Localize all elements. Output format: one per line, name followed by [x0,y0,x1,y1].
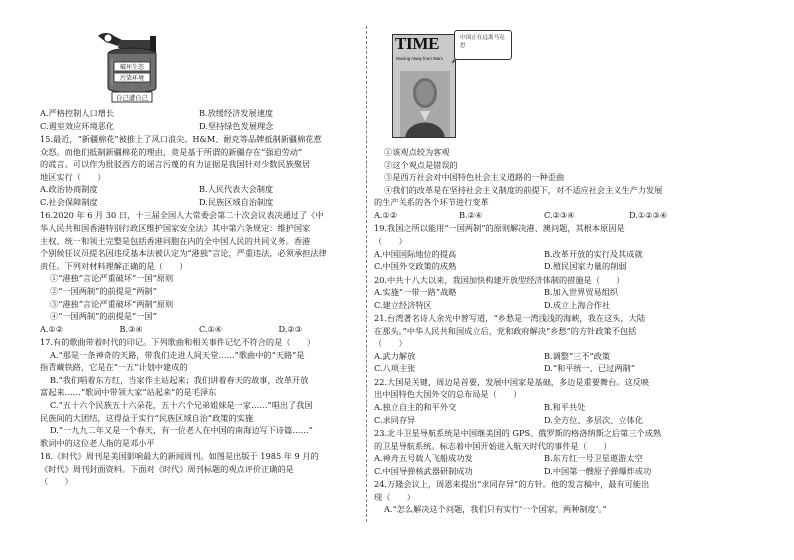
q19-option-a[interactable]: A.中国国际地位的提高 [374,248,457,259]
time-magazine-cover [392,34,456,138]
q18-options-row [374,209,714,222]
q20-option-c[interactable]: C.建立经济特区 [374,299,432,310]
q15-option-d[interactable]: D.民族区域自治制度 [199,196,274,207]
left-column [40,30,358,488]
q22-option-c[interactable]: C.求同存异 [374,414,416,425]
q20-options-row-1 [374,286,714,299]
poster-line-1: 破坏生态 [119,64,145,71]
q22-options-row-2 [374,414,714,427]
environment-poster-illustration [92,30,168,104]
q19-stem-line: 19.我国之所以能用“一国两制”的原则解决港、澳问题，其根本原因是 [374,223,625,234]
q22-option-b[interactable]: B.和平共处 [544,402,586,413]
q18-stem-line: 18.《时代》周刊是美国影响最大的新闻周刊。如图是出版于 1985 年 9 月的 [40,451,319,462]
q22-stem-line: 22.大国是关键，周边是首要，发展中国家是基础，多边是重要舞台。这反映 [374,376,650,387]
q20-option-d[interactable]: D.成立上海合作社 [544,299,611,310]
q20-stem-line: 20.中共十八大以来，我国加快构建开放型经济体制的措施是（ ） [374,274,625,285]
q21-option-b[interactable]: B.调整“三不”政策 [544,350,611,361]
q23-option-d[interactable]: D.中国第一艘原子弹爆炸成功 [544,465,652,476]
magazine-subtitle: Moving Away from Marx [396,56,443,61]
q16-stem-line: 主权、统一和领土完整是包括香港同胞在内的全中国人民的共同义务。香港 [40,235,311,246]
q22-options-row-1 [374,401,714,414]
question-17 [40,336,358,449]
q18-option-d[interactable]: D.①②③④ [629,209,668,220]
q18-item-4: ④我们的改革是在坚持社会主义制度的前提下，对不适应社会主义生产力发展 [384,184,663,195]
q15-stem-line: 的谎言。可以作为批驳西方的谣言污蔑的有力证据是我国针对少数民族聚居 [40,159,311,170]
q16-item-4: ④“一国两制”的前提是“一国” [50,311,157,322]
q18-option-a[interactable]: A.①② [374,209,398,220]
q21-stem-line: 在那头。”中华人民共和国成立后，党和政府解决“乡愁”的方针政策不包括 [374,325,637,336]
question-15 [40,133,358,209]
q21-options-row-2 [374,362,714,375]
q17-option-c-line: 民族间的大团结，这得益于实行“民族区域自治”政策的实施 [40,412,254,423]
q14-option-b[interactable]: B.放缓经济发展速度 [199,108,274,118]
q19-option-d[interactable]: D.殖民国家力量的削弱 [544,261,627,272]
q16-option-a[interactable]: A.①② [40,323,64,334]
q16-stem-line: 华人民共和国香港特别行政区维护国家安全法》其中第六条规定：维护国家 [40,222,311,233]
q16-stem-line: 16.2020 年 6 月 30 日，十三届全国人大常委会第二十次会议表决通过了《中 [40,210,324,221]
q22-option-a[interactable]: A.独立自主的和平外交 [374,402,457,413]
environment-poster-figure [40,30,358,107]
q18-item-3: ③是西方社会对中国特色社会主义道路的一种歪曲 [384,172,565,183]
q23-option-c[interactable]: C.中国导弹核武器研制成功 [374,465,473,476]
q15-options-row-1 [40,183,358,196]
q15-stem-line: 地区实行（ ） [40,171,106,182]
q18-item-2: ②这个观点是错误的 [384,159,458,170]
poster-caption: 自己遭自己 [116,94,148,102]
q15-options-row-2 [40,196,358,209]
q18-item-1: ①该观点较为客观 [384,147,450,157]
magazine-masthead: TIME [395,34,440,53]
q18-item-4-cont: 的生产关系的各个环节进行变革 [374,197,489,208]
q22-stem-line: 出中国特色大国外交的总布局是（ ） [374,389,522,400]
column-divider [366,26,367,522]
q14-options-row-1 [40,107,358,120]
q20-option-b[interactable]: B.加入世界贸易组织 [544,287,619,298]
speech-bubble: 中国正在远离马克思 [454,30,512,60]
q24-stem-line: 现（ ） [374,491,415,502]
q17-option-b-line[interactable]: B.“我们唱着东方红，当家作主站起来；我们讲着春天的故事，改革开放 [50,374,309,385]
question-24 [374,478,714,516]
q21-stem-line: （ ） [374,338,407,349]
q18-option-c[interactable]: C.②③④ [544,209,575,220]
q16-options-row [40,323,358,336]
q18-items [374,146,714,222]
q18-stem-line: （ ） [40,476,73,487]
q23-stem-line: 23.北斗卫星导航系统是中国继美国的 GPS、俄罗斯的格洛纳斯之后第三个成熟 [374,428,662,439]
q19-options-row-2 [374,260,714,273]
q17-stem-line: 17.有的歌曲带着时代的印记。下列歌曲和相关事件记忆不符合的是（ ） [40,337,316,348]
q23-option-b[interactable]: B.东方红一号卫星遨游太空 [544,453,643,464]
time-magazine-figure [374,30,714,146]
q17-option-c-line[interactable]: C.“五十六个民族五十六朵花，五十六个兄弟姐妹是一家……”唱出了我国 [50,400,313,411]
q23-option-a[interactable]: A.神舟五号载人飞船成功发 [374,453,473,464]
q17-option-d-line[interactable]: D.“一九九二年又是一个春天，有一位老人在中国的南海边写下诗篇……” [50,425,313,436]
q17-option-a-line[interactable]: A.“那是一条神奇的天路，带我们走进人间天堂……”歌曲中的“天路”是 [50,349,305,360]
q19-options-row-1 [374,248,714,261]
q21-option-a[interactable]: A.武力解放 [374,350,416,361]
q16-item-3: ③“港独”言论严重破坏“两制”原则 [50,298,174,309]
q16-stem-line: 责任。下列对材料理解正确的是（ ） [40,260,188,271]
question-16 [40,209,358,335]
q16-option-c[interactable]: C.①④ [199,323,223,334]
q23-options-row-2 [374,465,714,478]
q18-option-b[interactable]: B.②④ [459,209,483,220]
q21-options-row-1 [374,350,714,363]
q21-stem-line: 21.台湾著名诗人余光中曾写道，“乡愁是一湾浅浅的海峡，我在这头，大陆 [374,313,646,324]
q21-option-c[interactable]: C.八项主张 [374,363,416,374]
q22-option-d[interactable]: D.全方位、多层次、立体化 [544,414,643,425]
q15-option-c[interactable]: C.社会保障制度 [40,196,98,207]
q16-option-d[interactable]: D.②③ [278,323,303,334]
q24-stem-line: 24.万隆会议上，周恩来提出“求同存异”的方针。他的发言稿中，最有可能出 [374,479,650,490]
q18-stem-line: 《时代》周刊封面资料。下面对《时代》周刊标题的观点评价正确的是 [40,463,294,474]
q15-option-a[interactable]: A.政治协商制度 [40,184,98,195]
q15-stem-line: 15.最近，“新疆棉花”被推上了风口浪尖。H&M、耐克等品牌抵制新疆棉花惹 [40,133,322,144]
q23-options-row-1 [374,452,714,465]
q15-option-b[interactable]: B.人民代表大会制度 [199,184,274,195]
question-21 [374,312,714,375]
q21-option-d[interactable]: D.“和平统一、已过两制” [544,363,635,374]
q16-item-2: ②“一国两制”的前提是“两制” [50,285,157,296]
q19-option-b[interactable]: B.改革开放的实行及其成就 [544,248,643,259]
q16-item-1: ①“港独”言论严重破坏“一国”原则 [50,273,174,284]
q17-option-b-line: 富起来……”歌词中带领大家“站起来”的是毛泽东 [40,387,217,398]
portrait-illustration [400,71,450,138]
q19-stem-line: （ ） [374,235,407,246]
question-23 [374,427,714,477]
q19-option-c[interactable]: C.中国外交政策的成熟 [374,261,457,272]
right-column [374,30,714,516]
q16-stem-line: 个别候任议员提名因违反基本法被认定为“港独”言论，严重违法，必须承担法律 [40,248,327,259]
q14-option-d[interactable]: D.坚持绿色发展理念 [199,120,274,131]
question-18 [40,450,358,488]
q16-option-b[interactable]: B.③④ [119,323,143,334]
q14-options-row-2 [40,120,358,133]
q17-option-d-line: 歌词中的这位老人指的是邓小平 [40,437,155,448]
q23-stem-line: 的卫星导航系统。标志着中国开始进入航天时代的事件是（ ） [374,440,612,451]
q17-option-a-line: 指青藏铁路，它是在“一五”计划中建成的 [40,362,188,373]
question-19 [374,222,714,272]
question-20 [374,274,714,312]
q14-option-c[interactable]: C.遏室效应环境恶化 [40,120,115,131]
q24-option-a[interactable]: A.“怎么解决这个问题，我们只有实行‘一个国家，两种制度’。” [384,504,607,515]
q20-options-row-2 [374,299,714,312]
question-22 [374,376,714,426]
q14-option-a[interactable]: A.严格控制人口增长 [40,108,115,118]
q20-option-a[interactable]: A.实施“一带一路”战略 [374,287,457,298]
poster-line-2: 污染环境 [119,75,145,82]
q15-stem-line: 众怒。而他们抵制新疆棉花的理由，竟是基于所谓的新疆存在“强迫劳动” [40,146,303,157]
